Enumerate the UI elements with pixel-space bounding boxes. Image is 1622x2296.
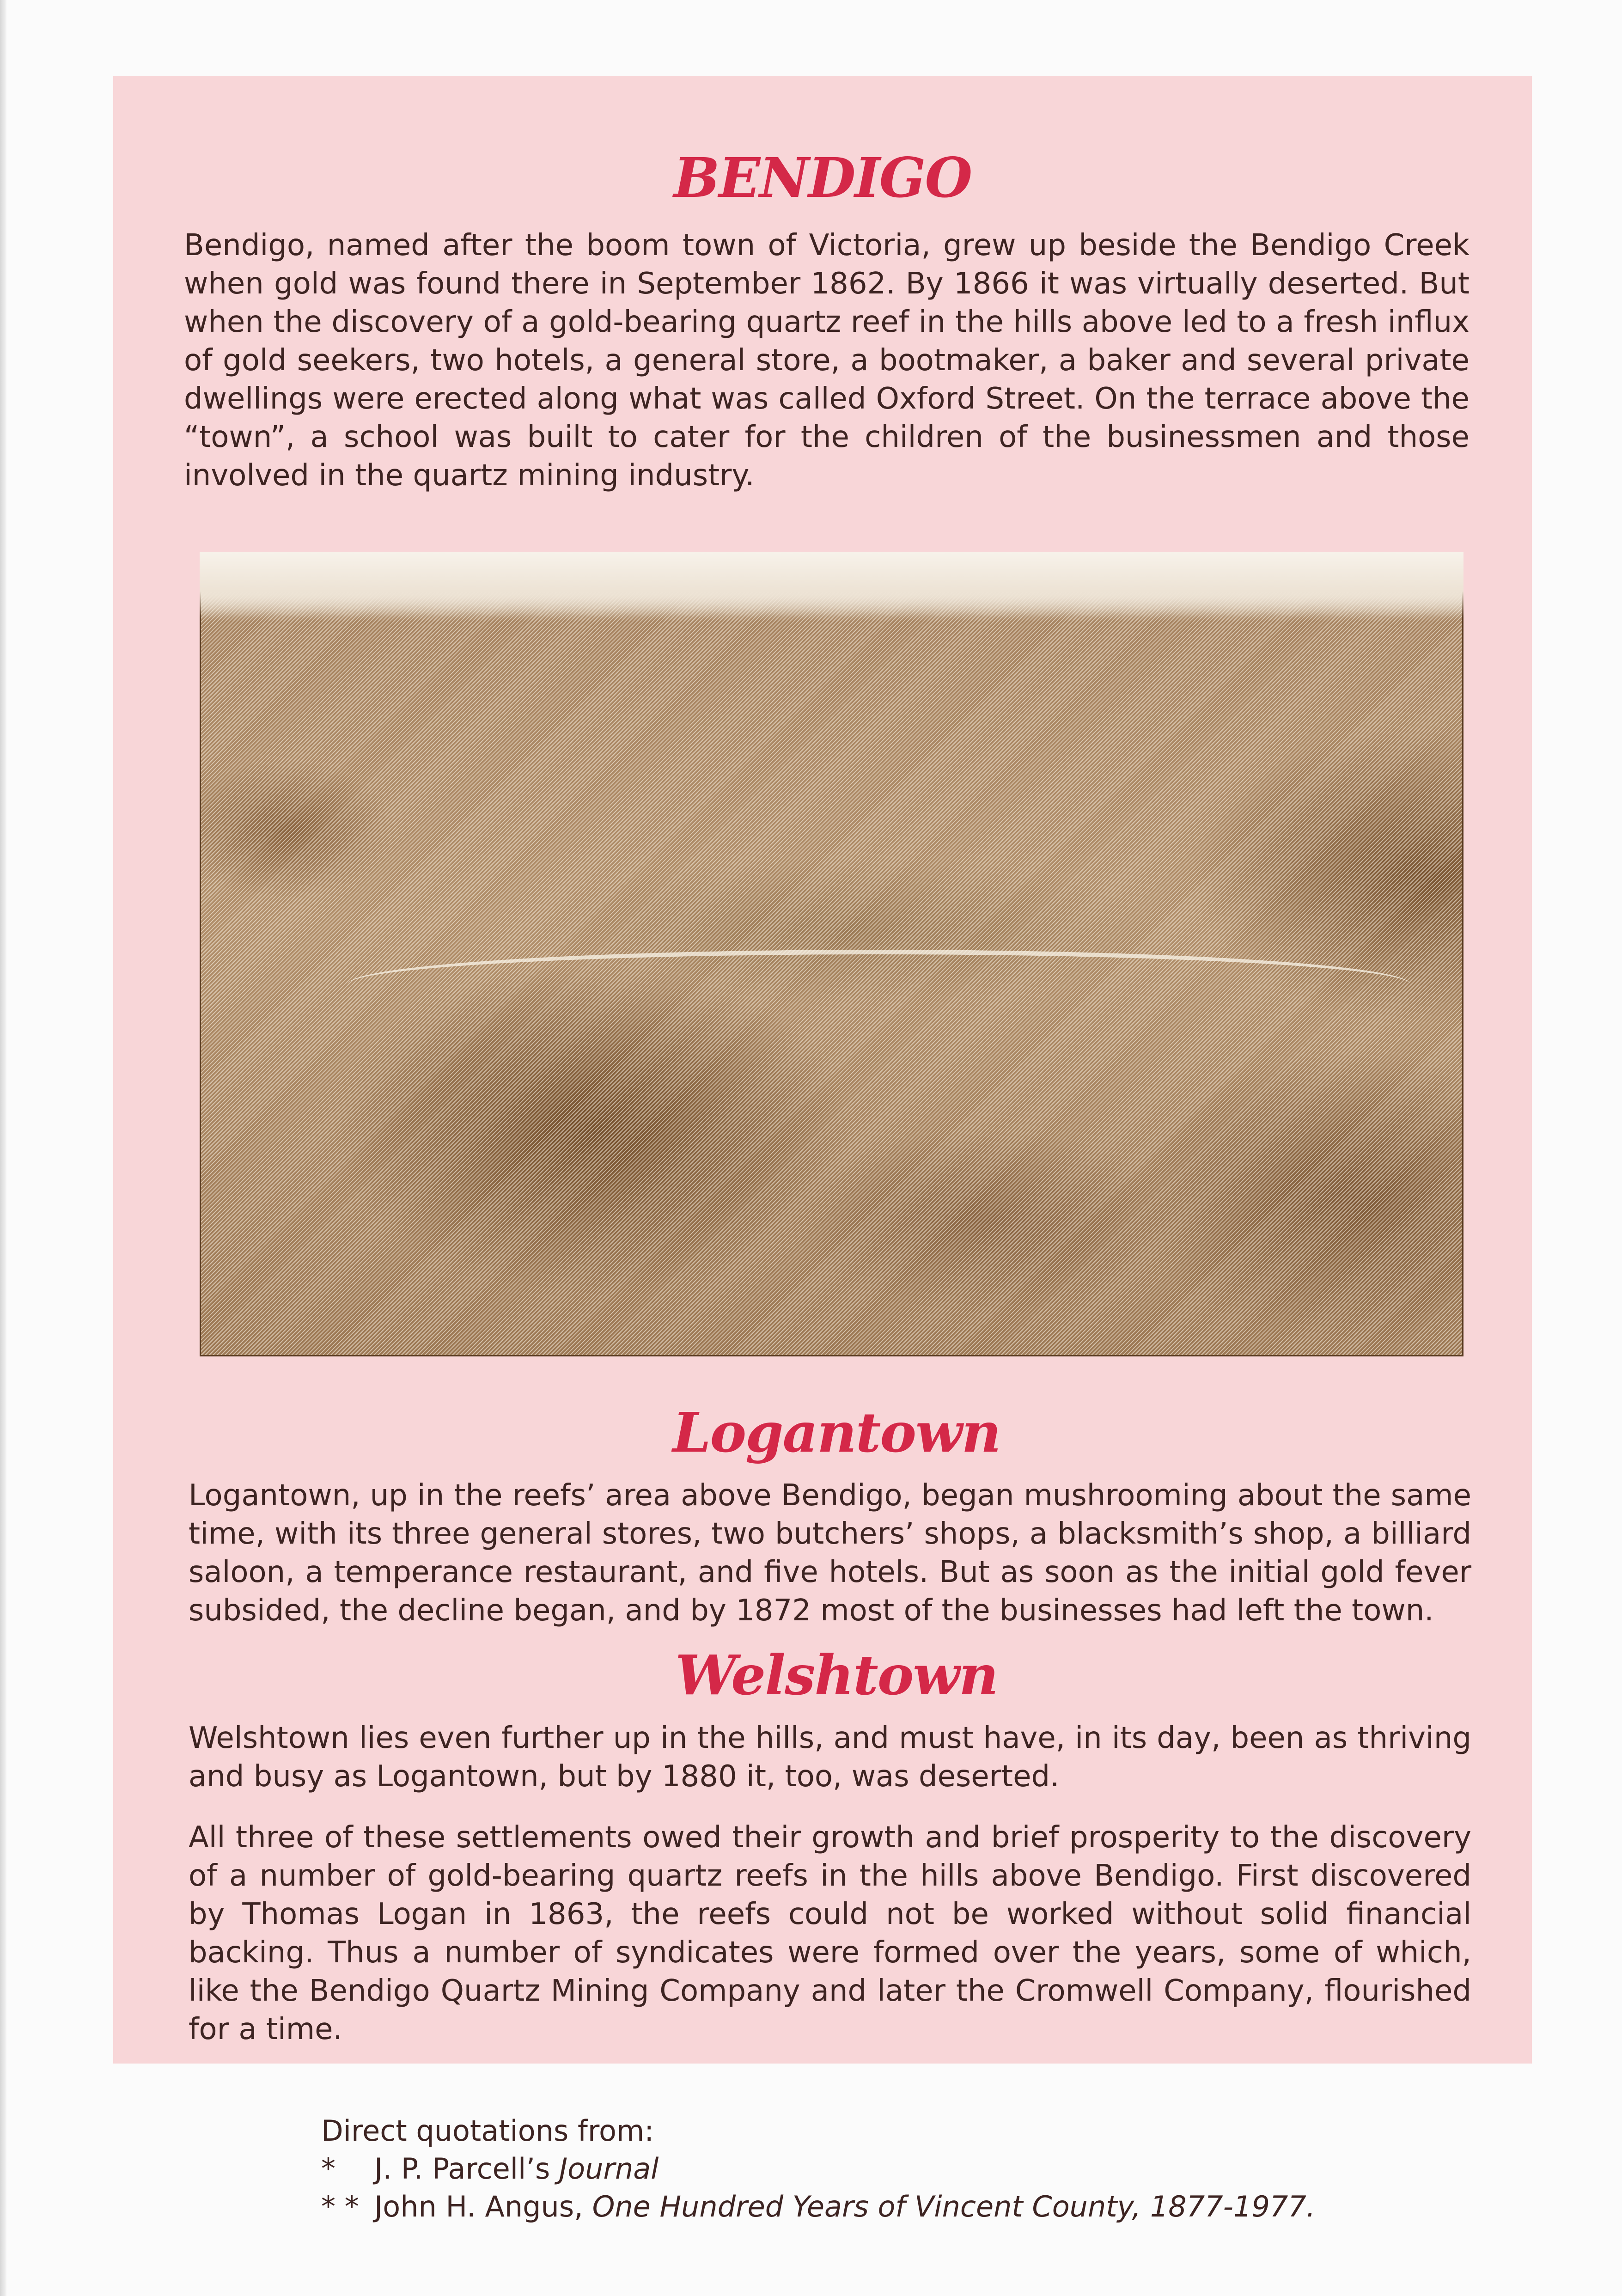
reference-title: One Hundred Years of Vincent County, 1877-1977. <box>592 2190 1316 2223</box>
welshtown-heading: Welshtown <box>675 1643 998 1707</box>
references-intro: Direct quotations from: <box>321 2114 654 2148</box>
reference-item <box>321 2150 1430 2188</box>
bendigo-ruins-photo <box>200 552 1463 1356</box>
reference-item <box>321 2188 1430 2226</box>
settlements-paragraph: All three of these settlements owed their growth and brief prosperity to the discovery of a number of gold-bearing quartz reefs in the hills above Bendigo. First discovered by Thomas Logan in 1863, the reefs could not be worked without solid financial backing. Thus a number of syndicates were formed over the years, some of which, like the Bendigo Quartz Mining Company and later the Cromwell Company, flourished for a time. <box>189 1820 1471 2046</box>
photo-ridge-skyline <box>200 552 1463 617</box>
reference-title: Journal <box>559 2152 659 2186</box>
reference-author: John H. Angus, <box>374 2190 583 2223</box>
logantown-paragraph: Logantown, up in the reefs’ area above Bendigo, began mushrooming about the same time, with its three general stores, two butchers’ shops, a blacksmith’s shop, a billiard saloon, a temperance restaurant, and five hotels. But as soon as the initial gold fever subsided, the decline began, and by 1872 most of the businesses had left the town. <box>189 1478 1471 1628</box>
logantown-heading: Logantown <box>672 1400 1000 1465</box>
welshtown-paragraph: Welshtown lies even further up in the hills, and must have, in its day, been as thriving and busy as Logantown, but by 1880 it, too, was deserted. <box>189 1721 1471 1794</box>
photo-track-line <box>348 950 1410 1019</box>
reference-author: J. P. Parcell’s <box>374 2152 550 2186</box>
bendigo-paragraph: Bendigo, named after the boom town of Victoria, grew up beside the Bendigo Creek when gold was found there in September 1862. By 1866 it was virtually deserted. But when the discovery of a gold-bearing quartz reef in the hills above led to a fresh influx of gold seekers, two hotels, a general store, a bootmaker, a baker and several private dwellings were erected along what was called Oxford Street. On the terrace above the “town”, a school was built to cater for the children of the businessmen and those involved in the quartz mining industry. <box>184 228 1470 493</box>
reference-marker: * * <box>321 2190 359 2223</box>
reference-marker: * <box>321 2152 335 2186</box>
bendigo-heading: BENDIGO <box>673 146 972 210</box>
binding-edge <box>0 0 6 2296</box>
references <box>321 2112 1430 2226</box>
